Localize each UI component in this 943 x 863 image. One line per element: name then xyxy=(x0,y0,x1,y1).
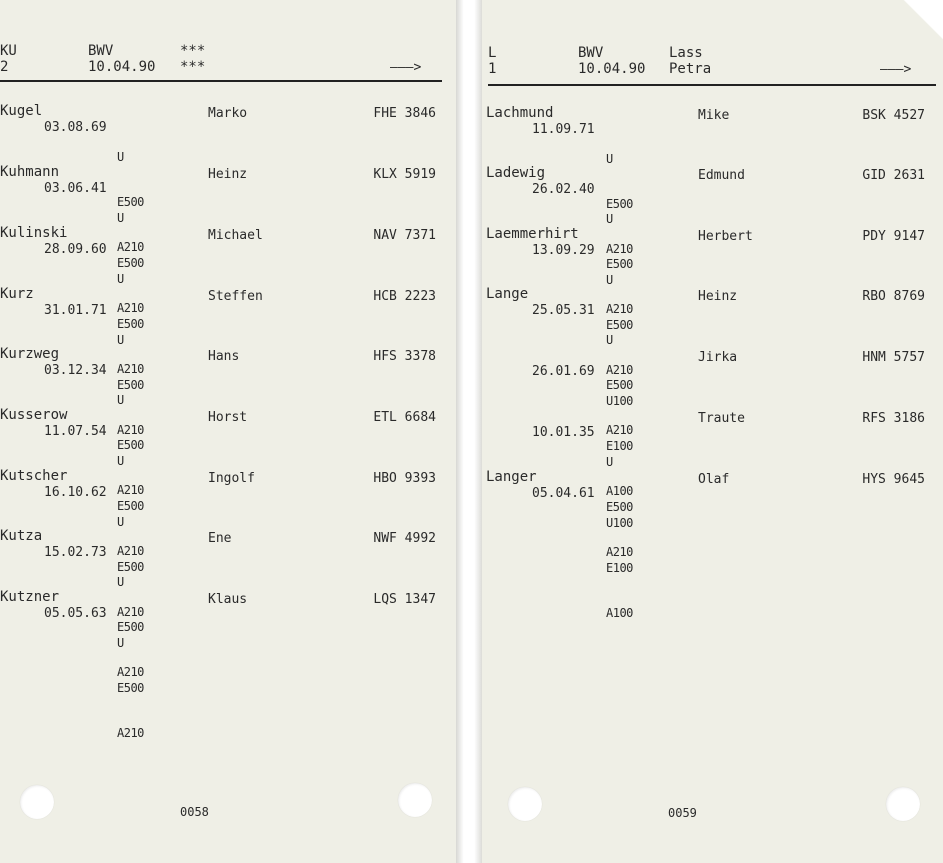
code-line: A210 xyxy=(117,726,144,740)
continue-arrow-icon: ———> xyxy=(390,60,422,75)
code-line: U xyxy=(117,333,124,347)
code-line: U xyxy=(117,272,124,286)
first-name: Ingolf xyxy=(208,471,255,486)
code-line: E500 xyxy=(117,317,144,331)
header-name-line1: *** xyxy=(180,43,206,59)
first-name: Traute xyxy=(698,411,745,426)
code-line: U100 xyxy=(606,516,633,530)
code-line: E500 xyxy=(117,378,144,392)
code-line: A210 xyxy=(606,302,633,316)
reference-code: PDY 9147 xyxy=(862,229,925,244)
page-number: 0058 xyxy=(180,805,209,819)
birth-date: 03.06.41 xyxy=(44,181,107,196)
reference-code: HFS 3378 xyxy=(373,349,436,364)
first-name: Jirka xyxy=(698,350,738,365)
code-line: U xyxy=(117,393,124,407)
punch-hole xyxy=(20,785,54,819)
birth-date: 13.09.29 xyxy=(532,243,595,258)
birth-date: 05.04.61 xyxy=(532,486,595,501)
header-name-line2: Petra xyxy=(669,61,712,77)
birth-date: 28.09.60 xyxy=(44,242,107,257)
reference-code: LQS 1347 xyxy=(373,592,436,607)
birth-date: 03.08.69 xyxy=(44,120,107,135)
code-line: E500 xyxy=(606,257,633,271)
code-line: E100 xyxy=(606,439,633,453)
punch-hole xyxy=(398,783,432,817)
header-name-line1: Lass xyxy=(669,45,703,61)
code-line: U xyxy=(117,150,124,164)
birth-date: 15.02.73 xyxy=(44,545,107,560)
binding-gutter xyxy=(456,0,482,863)
birth-date: 05.05.63 xyxy=(44,606,107,621)
code-line: E500 xyxy=(117,195,144,209)
code-line: A100 xyxy=(606,484,633,498)
birth-date: 25.05.31 xyxy=(532,303,595,318)
reference-code: NWF 4992 xyxy=(373,531,436,546)
page-number: 0059 xyxy=(668,806,697,820)
code-line: A100 xyxy=(606,606,633,620)
code-line: E500 xyxy=(606,318,633,332)
surname: Kuhmann xyxy=(0,164,60,180)
code-line: A210 xyxy=(117,362,144,376)
code-line: U xyxy=(606,455,613,469)
code-line: E500 xyxy=(606,500,633,514)
surname: Kutza xyxy=(0,528,43,544)
code-line: A210 xyxy=(117,423,144,437)
surname: Lachmund xyxy=(486,105,554,121)
birth-date: 31.01.71 xyxy=(44,303,107,318)
code-line: E500 xyxy=(117,560,144,574)
code-line: E500 xyxy=(606,197,633,211)
code-stack xyxy=(606,486,660,651)
code-line: U xyxy=(606,152,613,166)
first-name: Marko xyxy=(208,106,248,121)
reference-code: GID 2631 xyxy=(862,168,925,183)
birth-date: 11.07.54 xyxy=(44,424,107,439)
first-name: Horst xyxy=(208,410,248,425)
header-label: BWV xyxy=(578,45,604,61)
header-rule xyxy=(0,80,442,82)
left-page xyxy=(0,0,456,863)
reference-code: HCB 2223 xyxy=(373,289,436,304)
code-line: U xyxy=(606,212,613,226)
code-stack xyxy=(117,606,171,771)
code-line: A210 xyxy=(117,665,144,679)
surname: Kugel xyxy=(0,103,43,119)
continue-arrow-icon: ———> xyxy=(880,62,912,77)
reference-code: RBO 8769 xyxy=(862,289,925,304)
code-line: E500 xyxy=(117,256,144,270)
header-code-line2: 1 xyxy=(488,61,497,77)
surname: Kurzweg xyxy=(0,346,60,362)
reference-code: KLX 5919 xyxy=(373,167,436,182)
surname: Kutscher xyxy=(0,468,68,484)
code-line: U xyxy=(117,515,124,529)
surname: Kusserow xyxy=(0,407,68,423)
code-line: E500 xyxy=(117,438,144,452)
code-line: E500 xyxy=(606,378,633,392)
first-name: Klaus xyxy=(208,592,248,607)
header-date: 10.04.90 xyxy=(578,61,646,77)
code-line: U100 xyxy=(606,394,633,408)
reference-code: BSK 4527 xyxy=(862,108,925,123)
birth-date: 11.09.71 xyxy=(532,122,595,137)
first-name: Heinz xyxy=(698,289,738,304)
header-code-line2: 2 xyxy=(0,59,9,75)
reference-code: RFS 3186 xyxy=(862,411,925,426)
surname: Kutzner xyxy=(0,589,60,605)
first-name: Michael xyxy=(208,228,263,243)
code-line: A210 xyxy=(606,242,633,256)
first-name: Mike xyxy=(698,108,730,123)
reference-code: HYS 9645 xyxy=(862,472,925,487)
surname: Ladewig xyxy=(486,165,546,181)
first-name: Ene xyxy=(208,531,232,546)
page-corner xyxy=(903,0,943,40)
birth-date: 10.01.35 xyxy=(532,425,595,440)
code-line: E500 xyxy=(117,681,144,695)
reference-code: NAV 7371 xyxy=(373,228,436,243)
code-line: A210 xyxy=(606,363,633,377)
first-name: Heinz xyxy=(208,167,248,182)
code-line: U xyxy=(117,454,124,468)
surname: Laemmerhirt xyxy=(486,226,579,242)
birth-date: 03.12.34 xyxy=(44,363,107,378)
header-rule xyxy=(488,84,936,86)
surname: Kulinski xyxy=(0,225,68,241)
code-line: A210 xyxy=(117,544,144,558)
code-line: A210 xyxy=(606,423,633,437)
birth-date: 26.02.40 xyxy=(532,182,595,197)
code-line: E100 xyxy=(606,561,633,575)
header-code-line1: KU xyxy=(0,43,17,59)
code-line: U xyxy=(606,333,613,347)
header-label: BWV xyxy=(88,43,114,59)
code-line: A210 xyxy=(117,301,144,315)
punch-hole xyxy=(886,787,920,821)
birth-date: 16.10.62 xyxy=(44,485,107,500)
surname: Kurz xyxy=(0,286,34,302)
first-name: Steffen xyxy=(208,289,263,304)
first-name: Edmund xyxy=(698,168,745,183)
first-name: Olaf xyxy=(698,472,730,487)
reference-code: HNM 5757 xyxy=(862,350,925,365)
punch-hole xyxy=(508,787,542,821)
code-line: A210 xyxy=(117,483,144,497)
surname: Lange xyxy=(486,286,529,302)
header-date: 10.04.90 xyxy=(88,59,156,75)
reference-code: ETL 6684 xyxy=(373,410,436,425)
code-line: U xyxy=(117,636,124,650)
list-item xyxy=(0,589,456,740)
surname: Langer xyxy=(486,469,537,485)
code-line: E500 xyxy=(117,499,144,513)
code-line: U xyxy=(117,575,124,589)
right-page xyxy=(482,0,943,863)
birth-date: 26.01.69 xyxy=(532,364,595,379)
code-line: U xyxy=(117,211,124,225)
header-code-line1: L xyxy=(488,45,497,61)
reference-code: FHE 3846 xyxy=(373,106,436,121)
code-line: A210 xyxy=(117,240,144,254)
code-line: E500 xyxy=(117,620,144,634)
code-line: U xyxy=(606,273,613,287)
reference-code: HBO 9393 xyxy=(373,471,436,486)
first-name: Hans xyxy=(208,349,240,364)
code-line: A210 xyxy=(606,545,633,559)
header-name-line2: *** xyxy=(180,59,206,75)
code-line: A210 xyxy=(117,605,144,619)
first-name: Herbert xyxy=(698,229,753,244)
